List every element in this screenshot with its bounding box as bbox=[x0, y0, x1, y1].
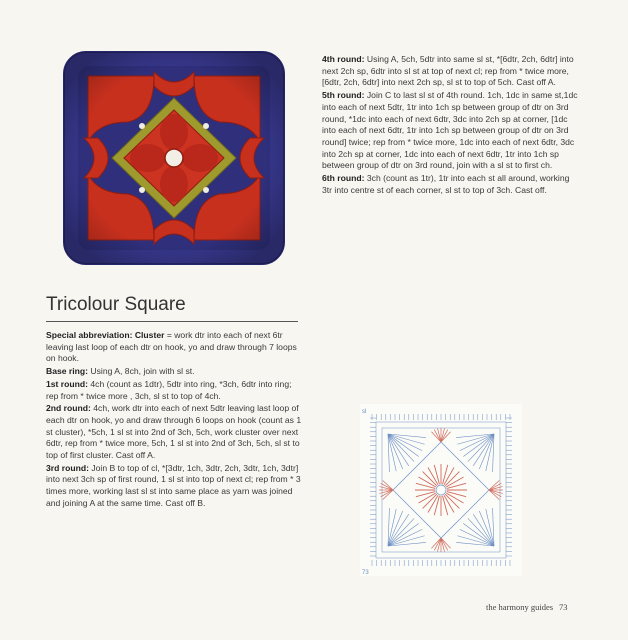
instruction-text: Using A, 5ch, 5dtr into same sl st, *[6dtr, 2ch, 6dtr] into next 2ch sp, 6dtr into sl st at top of next cl; rep from * twice more, [6dtr, 2ch, 6dtr] into next 2ch sp, sl st to top of 5ch. Cast off A. bbox=[322, 54, 574, 88]
instruction-paragraph bbox=[322, 173, 578, 196]
instruction-text: = work dtr into each of next 6tr leaving last loop of each dtr on hook, yo and draw through 7 loops on hook. bbox=[46, 330, 297, 364]
instruction-lead: 5th round: bbox=[322, 90, 365, 101]
crochet-chart-diagram bbox=[360, 404, 522, 576]
instruction-text: 4ch, work dtr into each of next 5dtr leaving last loop of each dtr on hook, yo and draw through 6 loops on hook (count as 1 st cluster), *5ch, 1 sl st into 2nd of 3ch, 5ch, work cluster over next 6dtr, rep from * twice more, 5ch, 1 sl st into 2nd of 3ch, 5ch, sl st to top of first cluster. Cast off A. bbox=[46, 403, 302, 461]
instruction-lead: 2nd round: bbox=[46, 403, 91, 414]
instruction-paragraph bbox=[322, 54, 578, 89]
instructions-right-column bbox=[322, 54, 578, 197]
instruction-paragraph bbox=[46, 366, 302, 378]
instruction-lead: Base ring: bbox=[46, 366, 89, 377]
pattern-title: Tricolour Square bbox=[46, 294, 298, 322]
instruction-paragraph bbox=[46, 403, 302, 462]
instruction-text: Join B to top of cl, *[3dtr, 1ch, 3dtr, 2ch, 3dtr, 1ch, 3dtr] into next 3ch sp of first round, 1 sl st into top of next cl; rep from * 3 times more, working last sl st into same place as yarn was joined and joining A at the same time. Cast off B. bbox=[46, 462, 301, 508]
instruction-text: 4ch (count as 1dtr), 5dtr into ring, *3ch, 6dtr into ring; rep from * twice more , 3ch, sl st to top of 4ch. bbox=[46, 378, 292, 401]
instruction-text: Join C to last sl st of 4th round. 1ch, 1dc in same st,1dc into each of next 5dtr, 1tr into 1ch sp between group of dtr on 3rd round, *1dc into each of next 6dtr, 3dc into 2ch sp at corner, [1dc into each of next 6dtr, 1tr into 1ch sp between group of dtr on 3rd round] twice; rep from * twice more, 1dc into each of next 6dtr, 3dc into 2ch sp at corner, 1dc into each of next 6dtr, 1tr into 1ch sp between group of dtr on 3rd round, join with a sl st to first ch. bbox=[322, 90, 578, 171]
instruction-text: 3ch (count as 1tr), 1tr into each st all around, working 3tr into centre st of each corner, sl st to top of 3ch. Cast off. bbox=[322, 173, 570, 195]
page-number: 73 bbox=[559, 602, 568, 612]
instruction-text: Using A, 8ch, join with sl st. bbox=[88, 366, 195, 377]
instruction-paragraph bbox=[46, 379, 302, 402]
instruction-lead: 3rd round: bbox=[46, 462, 89, 473]
instructions-left-column bbox=[46, 330, 302, 511]
instruction-paragraph bbox=[46, 463, 302, 510]
instruction-lead: Special abbreviation: Cluster bbox=[46, 330, 165, 340]
instruction-lead: 4th round: bbox=[322, 54, 365, 64]
diagram-label-corner: 73 bbox=[362, 570, 369, 576]
diagram-label-start: sl bbox=[362, 409, 367, 415]
instruction-lead: 1st round: bbox=[46, 378, 89, 389]
page-footer bbox=[486, 602, 568, 612]
instruction-paragraph bbox=[46, 330, 302, 365]
instruction-lead: 6th round: bbox=[322, 173, 365, 184]
crochet-square-photo bbox=[58, 46, 290, 270]
footer-guide-name: the harmony guides bbox=[486, 602, 554, 612]
instruction-paragraph bbox=[322, 90, 578, 172]
